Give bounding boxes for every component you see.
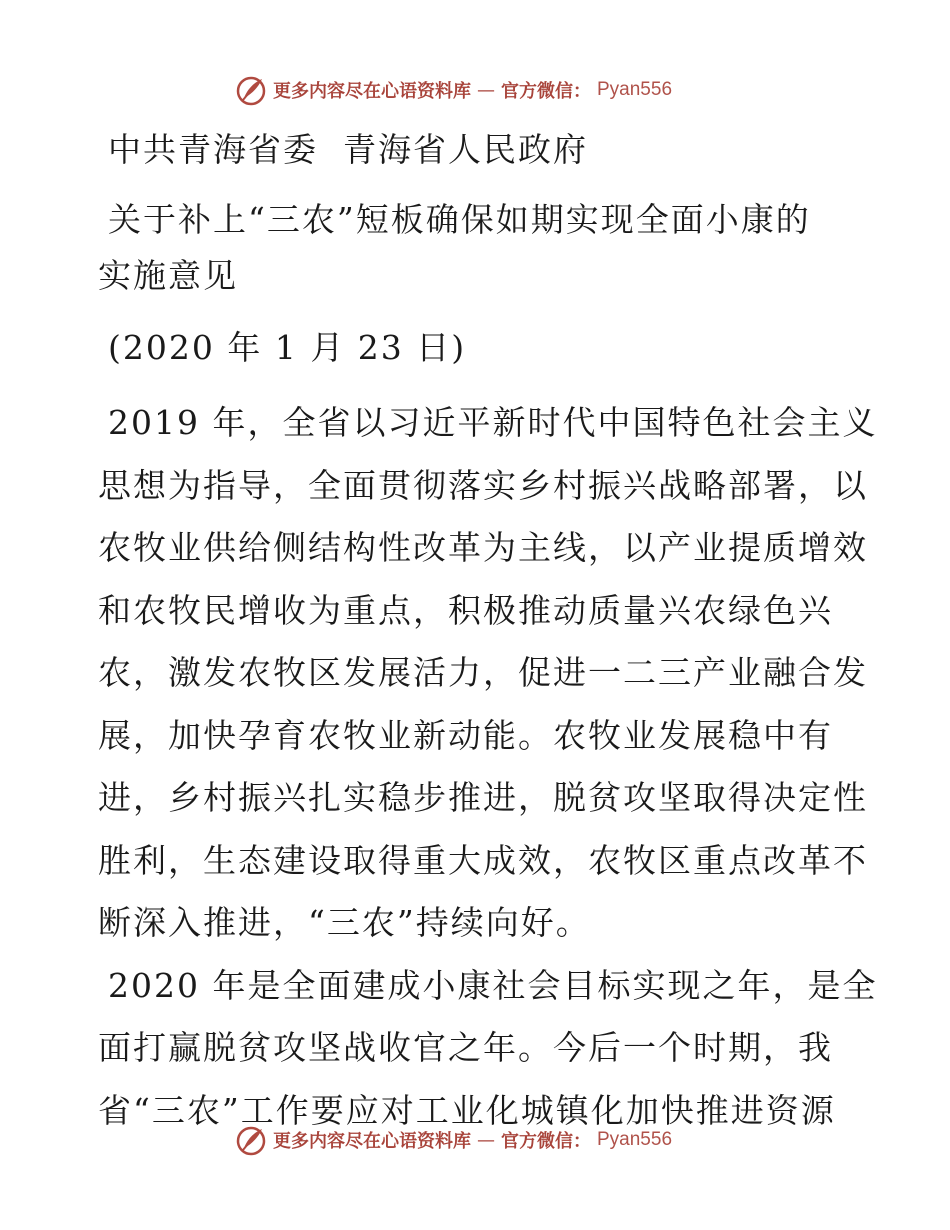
quill-logo-icon (235, 74, 267, 106)
paragraph-1 (98, 392, 878, 955)
paragraph-line: 面打赢脱贫攻坚战收官之年。今后一个时期，我 (98, 1028, 833, 1067)
paragraph-line: 2020 年是全面建成小康社会目标实现之年，是全 (108, 965, 878, 1005)
paragraph-line: 进，乡村振兴扎实稳步推进，脱贫攻坚取得决定性 (98, 778, 868, 817)
paragraph-line: 2019 年，全省以习近平新时代中国特色社会主义 (108, 403, 878, 442)
watermark-official-label: 官方微信： (501, 1131, 591, 1152)
paragraph-2 (98, 955, 878, 1143)
document-date: (2020 年 1 月 23 日) (108, 328, 467, 367)
paragraph-line: 胜利，生态建设取得重大成效，农牧区重点改革不 (98, 840, 868, 880)
watermark-separator: — (477, 1129, 495, 1151)
document-title-line-1: 关于补上“三农”短板确保如期实现全面小康的 (108, 200, 811, 239)
paragraph-line: 思想为指导，全面贯彻落实乡村振兴战略部署，以 (98, 465, 868, 505)
paragraph-line: 农，激发农牧区发展活力，促进一二三产业融合发 (98, 653, 868, 692)
document-title-line-2: 实施意见 (98, 256, 238, 295)
watermark-wechat-id: Pyan556 (597, 79, 673, 100)
watermark-wechat-id: Pyan556 (597, 1129, 673, 1150)
paragraph-line: 农牧业供给侧结构性改革为主线，以产业提质增效 (98, 528, 868, 567)
quill-logo-icon (235, 1124, 267, 1156)
issuing-organizations: 中共青海省委 青海省人民政府 (108, 130, 588, 169)
document-body (98, 122, 878, 1142)
watermark-brand-text: 更多内容尽在心语资料库 (273, 1131, 471, 1152)
paragraph-line: 展，加快孕育农牧业新动能。农牧业发展稳中有 (98, 715, 833, 755)
header-watermark (235, 72, 672, 108)
paragraph-line: 省“三农”工作要应对工业化城镇化加快推进资源 (98, 1090, 836, 1130)
footer-watermark (235, 1122, 672, 1158)
watermark-separator: — (477, 79, 495, 101)
watermark-brand-text: 更多内容尽在心语资料库 (273, 81, 471, 102)
watermark-official-label: 官方微信： (501, 81, 591, 102)
paragraph-line: 断深入推进，“三农”持续向好。 (98, 903, 591, 942)
paragraph-line: 和农牧民增收为重点，积极推动质量兴农绿色兴 (98, 590, 833, 630)
